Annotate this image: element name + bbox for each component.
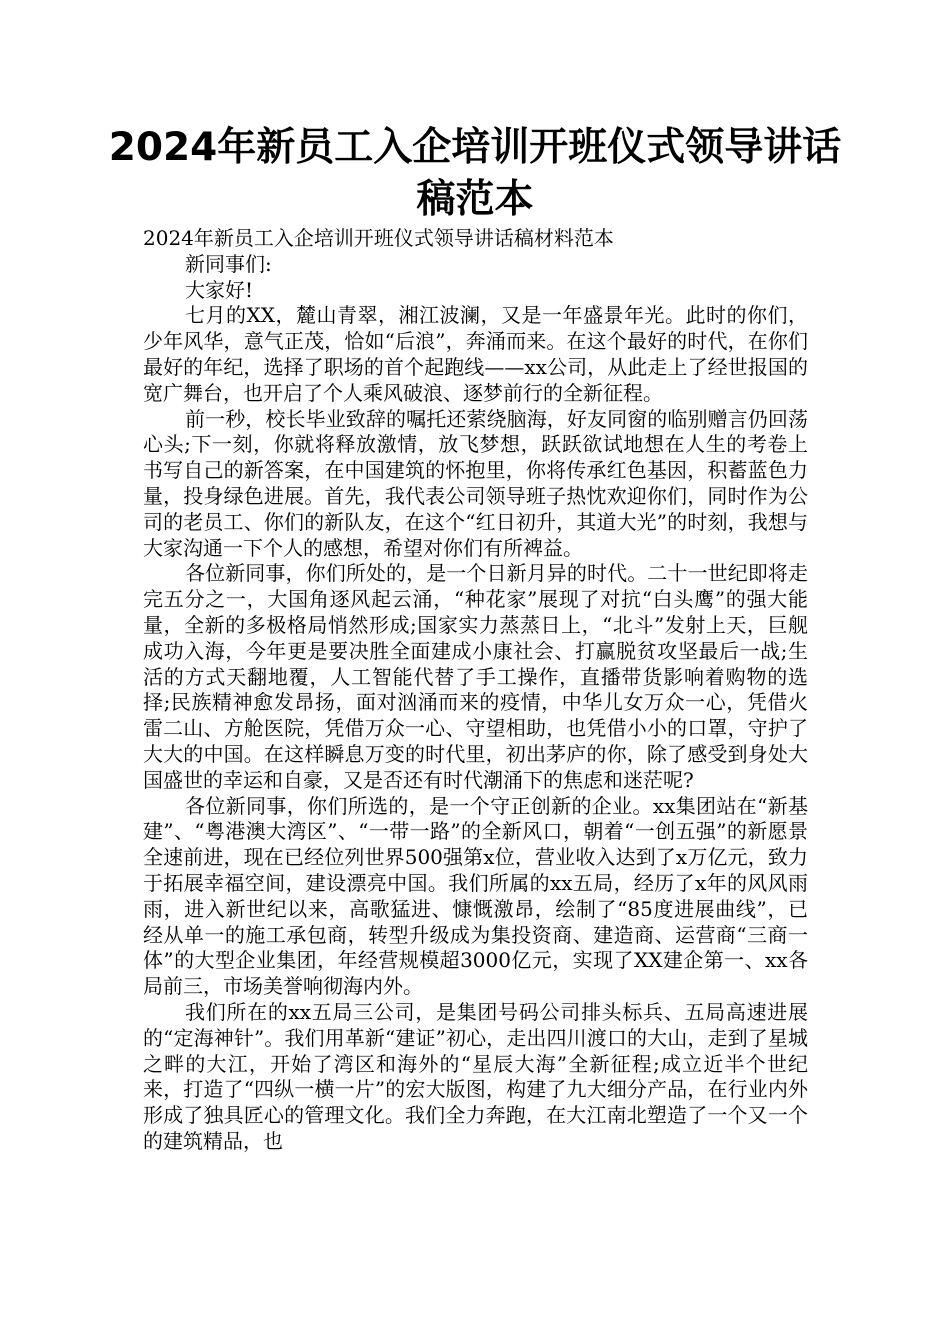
- paragraph: 各位新同事，你们所处的，是一个日新月异的时代。二十一世纪即将走完五分之一，大国角逐风起云涌，“种花家”展现了对抗“白头鹰”的强大能量，全新的多极格局悄然形成;国家实力蒸蒸日上，“北斗”发射上天，巨舰成功入海，今年更是要决胜全面建成小康社会、打赢脱贫攻坚最后一战;生活的方式天翻地覆，人工智能代替了手工操作，直播带货影响着购物的选择;民族精神愈发昂扬，面对汹涌而来的疫情，中华儿女万众一心，凭借火雷二山、方舱医院，凭借万众一心、守望相助，也凭借小小的口罩，守护了大大的中国。在这样瞬息万变的时代里，初出茅庐的你，除了感受到身处大国盛世的幸运和自豪，又是否还有时代潮涌下的焦虑和迷茫呢?: [143, 561, 808, 792]
- document-body: [143, 226, 808, 1155]
- document-title: 2024年新员工入企培训开班仪式领导讲话稿范本: [108, 125, 842, 222]
- document-subtitle: 2024年新员工入企培训开班仪式领导讲话稿材料范本: [143, 226, 614, 250]
- paragraph: 七月的XX，麓山青翠，湘江波澜，又是一年盛景年光。此时的你们，少年风华，意气正茂，恰如“后浪”，奔涌而来。在这个最好的时代，在你们最好的年纪，选择了职场的首个起跑线——xx公司，从此走上了经世报国的宽广舞台，也开启了个人乘风破浪、逐梦前行的全新征程。: [143, 303, 808, 405]
- paragraph: 各位新同事，你们所选的，是一个守正创新的企业。xx集团站在“新基建”、“粤港澳大湾区”、“一带一路”的全新风口，朝着“一创五强”的新愿景全速前进，现在已经位列世界500强第x位，营业收入达到了x万亿元，致力于拓展幸福空间，建设漂亮中国。我们所属的xx五局，经历了x年的风风雨雨，进入新世纪以来，高歌猛进、慷慨激昂，绘制了“85度进展曲线”，已经从单一的施工承包商，转型升级成为集投资商、建造商、运营商“三商一体”的大型企业集团，年经营规模超3000亿元，实现了XX建企第一、xx各局前三，市场美誉响彻海内外。: [143, 793, 808, 999]
- paragraph: 前一秒，校长毕业致辞的嘱托还萦绕脑海，好友同窗的临别赠言仍回荡心头;下一刻，你就将释放激情，放飞梦想，跃跃欲试地想在人生的考卷上书写自己的新答案，在中国建筑的怀抱里，你将传承红色基因，积蓄蓝色力量，投身绿色进展。首先，我代表公司领导班子热忱欢迎你们，同时作为公司的老员工、你们的新队友，在这个“红日初升，其道大光”的时刻，我想与大家沟通一下个人的感想，希望对你们有所裨益。: [143, 406, 808, 560]
- salutation: 新同事们:: [185, 251, 272, 276]
- paragraph: 我们所在的xx五局三公司，是集团号码公司排头标兵、五局高速进展的“定海神针”。我们用革新“建证”初心，走出四川渡口的大山，走到了星城之畔的大江，开始了湾区和海外的“星辰大海”全新征程;成立近半个世纪来，打造了“四纵一横一片”的宏大版图，构建了九大细分产品，在行业内外形成了独具匠心的管理文化。我们全力奔跑，在大江南北塑造了一个又一个的建筑精品，也: [143, 999, 808, 1153]
- greeting: 大家好!: [185, 277, 254, 302]
